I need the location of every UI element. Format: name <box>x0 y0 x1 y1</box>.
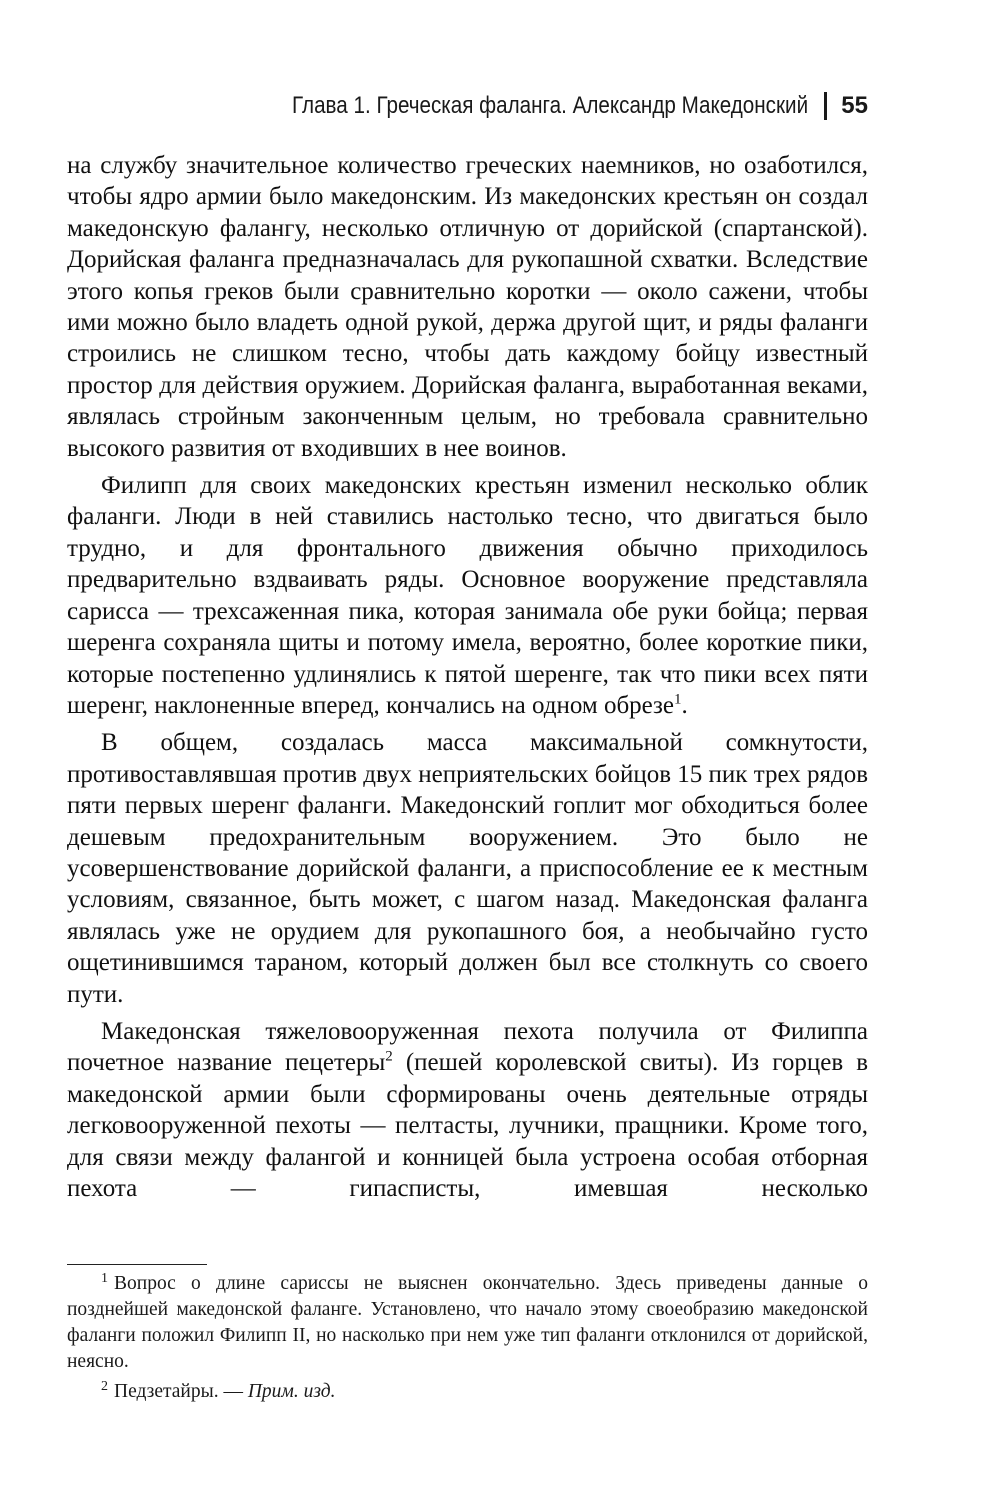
paragraph-text: на службу значительное количество греческих наемников, но озаботился, чтобы ядро армии было македонским. Из македонских крестьян он создал македонскую фалангу, несколько отличную от дорийской (спартанской). Дорийская фаланга предназначалась для рукопашной схватки. Вследствие этого копья греков были сравнительно коротки — около сажени, чтобы ими можно было владеть одной рукой, держа другой щит, и ряды фаланги строились не слишком тесно, чтобы дать каждому бойцу известный простор для действия оружием. Дорийская фаланга, выработанная веками, являлась стройным законченным целым, но требовала сравнительно высокого развития от входивших в нее воинов. <box>67 152 868 462</box>
paragraph-text: В общем, создалась масса максимальной сомкнутости, противоставлявшая против двух неприятельских бойцов 15 пик трех рядов пяти первых шеренг фаланги. Македонский гоплит мог обходиться более дешевым предохранительным вооружением. Это было не усовершенствование дорийской фаланги, а приспособление ее к местным условиям, связанное, быть может, с шагом назад. Македонская фаланга являлась уже не орудием для рукопашного боя, а необычайно густо ощетинившимся тараном, который должен был все столкнуть со своего пути. <box>67 729 868 1008</box>
footnote <box>67 1271 868 1375</box>
footnote-ref: 1 <box>674 691 682 708</box>
paragraph-text: Македонская тяжеловооруженная пехота получила от Филиппа почетное название пецетеры <box>67 1017 868 1077</box>
footnote-text: Педзетайры. — <box>114 1381 248 1402</box>
footnote-number: 1 <box>101 1270 108 1286</box>
paragraph-text-end: (пешей королевской свиты). Из горцев в македонской армии были сформированы очень деятельные отряды легковооруженной пехоты — пелтасты, лучники, пращники. Кроме того, для связи между фалангой и конницей была устроена особая отборная пехота — гипасписты, имевшая несколько <box>67 1049 869 1202</box>
chapter-title: Глава 1. Греческая фаланга. Александр Македонский <box>292 92 809 119</box>
paragraph-text-end: . <box>681 691 688 719</box>
paragraph <box>67 1016 868 1204</box>
paragraph <box>67 727 868 1010</box>
paragraph-text: Филипп для своих македонских крестьян изменил несколько облик фаланги. Люди в ней ставились настолько тесно, что двигаться было трудно, и для фронтального движения обычно приходилось предварительно вздваивать ряды. Основное вооружение представляла сарисса — трехсаженная пика, которая занимала обе руки бойца; первая шеренга сохраняла щиты и потому имела, вероятно, более короткие пики, которые постепенно удлинялись к пятой шеренге, так что пики всех пяти шеренг, наклоненные вперед, кончались на одном обрезе <box>67 472 868 719</box>
paragraph <box>67 470 868 721</box>
footnote <box>67 1379 868 1405</box>
page-number: 55 <box>841 92 868 119</box>
header-separator <box>824 92 827 120</box>
main-text <box>67 150 868 1210</box>
paragraph <box>67 150 868 464</box>
running-header <box>67 88 868 124</box>
footnote-number: 2 <box>101 1378 108 1394</box>
footnote-divider <box>67 1264 207 1265</box>
footnote-editor-note: Прим. изд. <box>247 1381 336 1402</box>
footnote-ref: 2 <box>385 1049 393 1066</box>
footnote-text: Вопрос о длине сариссы не выяснен окончательно. Здесь приведены данные о позднейшей македонской фаланге. Установлено, что начало этому своеобразию македонской фаланги положил Филипп II, но насколько при нем уже тип фаланги отклонился от дорийской, неясно. <box>67 1273 868 1372</box>
footnotes <box>67 1271 868 1409</box>
